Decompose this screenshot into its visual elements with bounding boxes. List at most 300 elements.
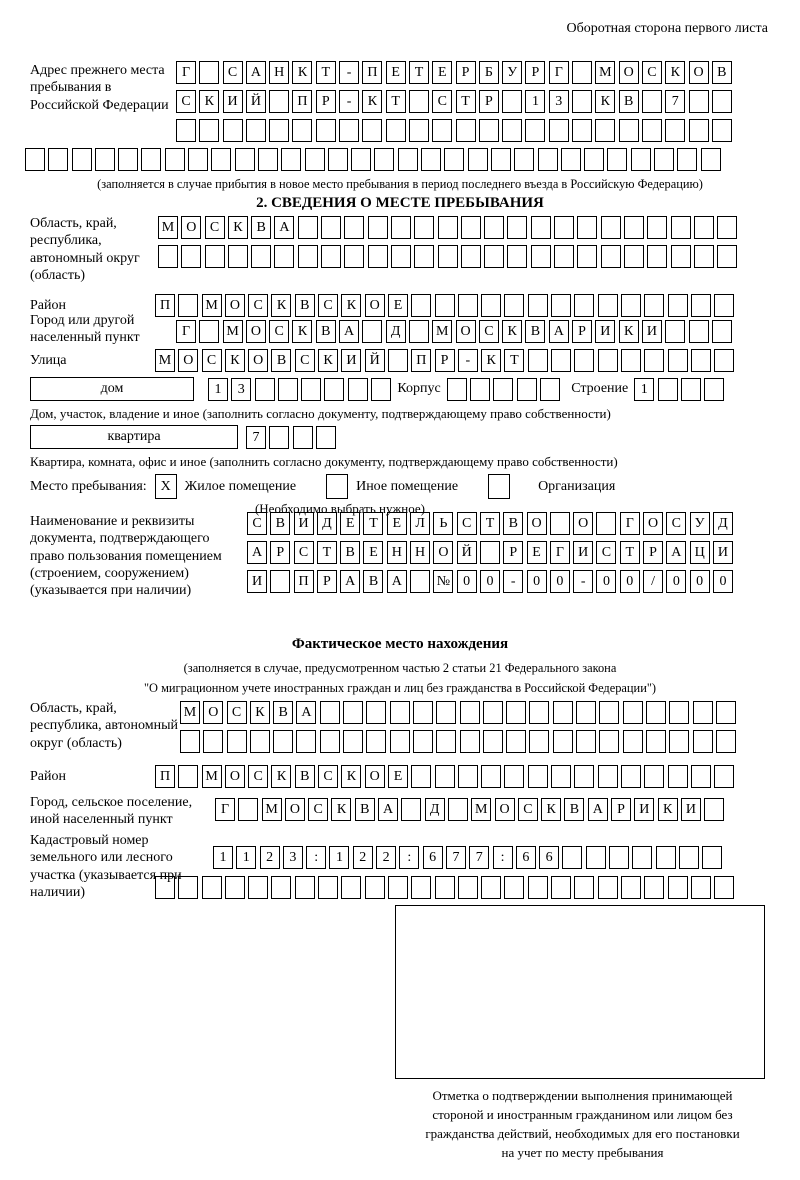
char-box[interactable]: [669, 730, 689, 753]
char-box[interactable]: [491, 148, 511, 171]
char-box[interactable]: И: [681, 798, 701, 821]
char-box[interactable]: [658, 378, 678, 401]
char-box[interactable]: [553, 701, 573, 724]
char-box[interactable]: [365, 876, 385, 899]
char-box[interactable]: [621, 349, 641, 372]
char-box[interactable]: [609, 846, 629, 869]
char-box[interactable]: [714, 349, 734, 372]
char-box[interactable]: Т: [620, 541, 640, 564]
char-box[interactable]: [235, 148, 255, 171]
char-box[interactable]: [480, 541, 500, 564]
char-box[interactable]: В: [340, 541, 360, 564]
char-box[interactable]: 0: [620, 570, 640, 593]
char-box[interactable]: Р: [435, 349, 455, 372]
char-box[interactable]: 6: [539, 846, 559, 869]
char-box[interactable]: [318, 876, 338, 899]
char-box[interactable]: [642, 90, 662, 113]
char-box[interactable]: [551, 349, 571, 372]
char-box[interactable]: [411, 294, 431, 317]
char-box[interactable]: К: [225, 349, 245, 372]
char-box[interactable]: Р: [270, 541, 290, 564]
dom-field-label-box[interactable]: дом: [30, 377, 194, 401]
char-box[interactable]: [386, 119, 406, 142]
char-box[interactable]: 1: [208, 378, 228, 401]
char-box[interactable]: [596, 512, 616, 535]
char-box[interactable]: -: [458, 349, 478, 372]
char-box[interactable]: [504, 876, 524, 899]
char-box[interactable]: К: [595, 90, 615, 113]
char-box[interactable]: [484, 216, 504, 239]
char-box[interactable]: [320, 730, 340, 753]
char-box[interactable]: [298, 245, 318, 268]
char-box[interactable]: С: [248, 294, 268, 317]
char-box[interactable]: К: [271, 294, 291, 317]
char-box[interactable]: [504, 765, 524, 788]
char-box[interactable]: О: [643, 512, 663, 535]
char-box[interactable]: [435, 294, 455, 317]
char-box[interactable]: Й: [246, 90, 266, 113]
char-box[interactable]: В: [295, 765, 315, 788]
char-box[interactable]: [414, 245, 434, 268]
char-box[interactable]: 6: [516, 846, 536, 869]
char-box[interactable]: К: [502, 320, 522, 343]
char-box[interactable]: У: [690, 512, 710, 535]
char-box[interactable]: Р: [316, 90, 336, 113]
char-box[interactable]: О: [365, 294, 385, 317]
char-box[interactable]: [483, 730, 503, 753]
char-box[interactable]: [572, 90, 592, 113]
char-box[interactable]: [344, 245, 364, 268]
char-box[interactable]: [529, 701, 549, 724]
char-box[interactable]: [668, 349, 688, 372]
char-box[interactable]: О: [203, 701, 223, 724]
char-box[interactable]: [178, 294, 198, 317]
char-box[interactable]: [665, 320, 685, 343]
char-box[interactable]: [281, 148, 301, 171]
char-box[interactable]: [621, 876, 641, 899]
char-box[interactable]: К: [341, 294, 361, 317]
char-box[interactable]: К: [271, 765, 291, 788]
char-box[interactable]: С: [318, 765, 338, 788]
char-box[interactable]: [321, 245, 341, 268]
char-box[interactable]: Т: [316, 61, 336, 84]
char-box[interactable]: [155, 876, 175, 899]
char-box[interactable]: С: [205, 216, 225, 239]
char-box[interactable]: [493, 378, 513, 401]
char-box[interactable]: 1: [634, 378, 654, 401]
char-box[interactable]: [540, 378, 560, 401]
char-box[interactable]: [506, 730, 526, 753]
char-box[interactable]: О: [527, 512, 547, 535]
char-box[interactable]: С: [457, 512, 477, 535]
char-box[interactable]: М: [471, 798, 491, 821]
char-box[interactable]: С: [269, 320, 289, 343]
char-box[interactable]: И: [595, 320, 615, 343]
char-box[interactable]: [714, 294, 734, 317]
char-box[interactable]: М: [180, 701, 200, 724]
char-box[interactable]: [517, 378, 537, 401]
char-box[interactable]: [458, 294, 478, 317]
char-box[interactable]: [586, 846, 606, 869]
char-box[interactable]: [251, 245, 271, 268]
char-box[interactable]: Р: [572, 320, 592, 343]
char-box[interactable]: [413, 730, 433, 753]
char-box[interactable]: [576, 730, 596, 753]
char-box[interactable]: [343, 701, 363, 724]
char-box[interactable]: К: [331, 798, 351, 821]
char-box[interactable]: П: [362, 61, 382, 84]
char-box[interactable]: С: [308, 798, 328, 821]
char-box[interactable]: И: [642, 320, 662, 343]
char-box[interactable]: К: [481, 349, 501, 372]
char-box[interactable]: [619, 119, 639, 142]
char-box[interactable]: Р: [643, 541, 663, 564]
char-box[interactable]: [366, 730, 386, 753]
char-box[interactable]: Б: [479, 61, 499, 84]
char-box[interactable]: 3: [549, 90, 569, 113]
char-box[interactable]: [414, 216, 434, 239]
char-box[interactable]: [391, 245, 411, 268]
char-box[interactable]: [141, 148, 161, 171]
char-box[interactable]: А: [296, 701, 316, 724]
char-box[interactable]: [483, 701, 503, 724]
char-box[interactable]: М: [155, 349, 175, 372]
char-box[interactable]: 2: [376, 846, 396, 869]
char-box[interactable]: [598, 294, 618, 317]
char-box[interactable]: Д: [317, 512, 337, 535]
char-box[interactable]: 2: [260, 846, 280, 869]
char-box[interactable]: [246, 119, 266, 142]
char-box[interactable]: [227, 730, 247, 753]
char-box[interactable]: [577, 245, 597, 268]
char-box[interactable]: Л: [410, 512, 430, 535]
char-box[interactable]: [584, 148, 604, 171]
char-box[interactable]: [324, 378, 344, 401]
char-box[interactable]: [481, 765, 501, 788]
char-box[interactable]: [717, 216, 737, 239]
char-box[interactable]: 0: [690, 570, 710, 593]
char-box[interactable]: [223, 119, 243, 142]
char-box[interactable]: П: [155, 765, 175, 788]
char-box[interactable]: В: [273, 701, 293, 724]
char-box[interactable]: [574, 349, 594, 372]
char-box[interactable]: В: [270, 512, 290, 535]
char-box[interactable]: 1: [329, 846, 349, 869]
char-box[interactable]: [531, 216, 551, 239]
char-box[interactable]: [598, 765, 618, 788]
char-box[interactable]: [647, 245, 667, 268]
char-box[interactable]: О: [433, 541, 453, 564]
char-box[interactable]: [506, 701, 526, 724]
char-box[interactable]: О: [246, 320, 266, 343]
char-box[interactable]: [458, 876, 478, 899]
char-box[interactable]: [665, 119, 685, 142]
char-box[interactable]: 0: [713, 570, 733, 593]
char-box[interactable]: Т: [480, 512, 500, 535]
char-box[interactable]: 1: [236, 846, 256, 869]
char-box[interactable]: [447, 378, 467, 401]
char-box[interactable]: [278, 378, 298, 401]
char-box[interactable]: [202, 876, 222, 899]
char-box[interactable]: [341, 876, 361, 899]
char-box[interactable]: М: [223, 320, 243, 343]
char-box[interactable]: [668, 294, 688, 317]
char-box[interactable]: [554, 216, 574, 239]
char-box[interactable]: У: [502, 61, 522, 84]
char-box[interactable]: Д: [713, 512, 733, 535]
char-box[interactable]: /: [643, 570, 663, 593]
char-box[interactable]: К: [228, 216, 248, 239]
char-box[interactable]: [438, 245, 458, 268]
char-box[interactable]: [316, 119, 336, 142]
char-box[interactable]: [689, 320, 709, 343]
char-box[interactable]: [390, 701, 410, 724]
char-box[interactable]: [531, 245, 551, 268]
char-box[interactable]: [679, 846, 699, 869]
char-box[interactable]: О: [619, 61, 639, 84]
char-box[interactable]: [712, 90, 732, 113]
char-box[interactable]: [647, 216, 667, 239]
char-box[interactable]: В: [525, 320, 545, 343]
char-box[interactable]: [671, 216, 691, 239]
char-box[interactable]: [391, 216, 411, 239]
char-box[interactable]: 0: [457, 570, 477, 593]
char-box[interactable]: 1: [525, 90, 545, 113]
char-box[interactable]: 3: [231, 378, 251, 401]
char-box[interactable]: -: [339, 90, 359, 113]
char-box[interactable]: С: [642, 61, 662, 84]
char-box[interactable]: [712, 119, 732, 142]
char-box[interactable]: Ц: [690, 541, 710, 564]
char-box[interactable]: [549, 119, 569, 142]
char-box[interactable]: [413, 701, 433, 724]
char-box[interactable]: [644, 349, 664, 372]
char-box[interactable]: Е: [363, 541, 383, 564]
char-box[interactable]: [199, 61, 219, 84]
char-box[interactable]: [409, 320, 429, 343]
char-box[interactable]: [456, 119, 476, 142]
char-box[interactable]: С: [227, 701, 247, 724]
char-box[interactable]: [702, 846, 722, 869]
char-box[interactable]: [598, 349, 618, 372]
char-box[interactable]: В: [619, 90, 639, 113]
char-box[interactable]: [694, 245, 714, 268]
char-box[interactable]: К: [619, 320, 639, 343]
char-box[interactable]: Ь: [433, 512, 453, 535]
char-box[interactable]: 7: [469, 846, 489, 869]
char-box[interactable]: И: [573, 541, 593, 564]
char-box[interactable]: А: [666, 541, 686, 564]
char-box[interactable]: Р: [525, 61, 545, 84]
char-box[interactable]: [250, 730, 270, 753]
char-box[interactable]: Д: [386, 320, 406, 343]
char-box[interactable]: К: [665, 61, 685, 84]
char-box[interactable]: [421, 148, 441, 171]
char-box[interactable]: Н: [410, 541, 430, 564]
char-box[interactable]: [460, 701, 480, 724]
organization-checkbox[interactable]: [488, 474, 510, 499]
char-box[interactable]: Е: [386, 61, 406, 84]
char-box[interactable]: В: [251, 216, 271, 239]
char-box[interactable]: [211, 148, 231, 171]
char-box[interactable]: [269, 119, 289, 142]
char-box[interactable]: [704, 798, 724, 821]
char-box[interactable]: [205, 245, 225, 268]
char-box[interactable]: [681, 378, 701, 401]
char-box[interactable]: Г: [620, 512, 640, 535]
char-box[interactable]: [599, 730, 619, 753]
char-box[interactable]: [178, 765, 198, 788]
confirmation-stamp-box[interactable]: [395, 905, 765, 1079]
char-box[interactable]: [321, 216, 341, 239]
char-box[interactable]: 7: [665, 90, 685, 113]
char-box[interactable]: [595, 119, 615, 142]
char-box[interactable]: [712, 320, 732, 343]
char-box[interactable]: К: [318, 349, 338, 372]
char-box[interactable]: [305, 148, 325, 171]
char-box[interactable]: Е: [340, 512, 360, 535]
char-box[interactable]: [296, 730, 316, 753]
char-box[interactable]: А: [387, 570, 407, 593]
char-box[interactable]: К: [199, 90, 219, 113]
char-box[interactable]: [691, 876, 711, 899]
char-box[interactable]: -: [573, 570, 593, 593]
char-box[interactable]: [410, 570, 430, 593]
char-box[interactable]: Г: [549, 61, 569, 84]
char-box[interactable]: В: [712, 61, 732, 84]
char-box[interactable]: [390, 730, 410, 753]
char-box[interactable]: [388, 876, 408, 899]
char-box[interactable]: [199, 119, 219, 142]
char-box[interactable]: [704, 378, 724, 401]
char-box[interactable]: [448, 798, 468, 821]
char-box[interactable]: В: [271, 349, 291, 372]
char-box[interactable]: [371, 378, 391, 401]
char-box[interactable]: В: [503, 512, 523, 535]
char-box[interactable]: [438, 216, 458, 239]
char-box[interactable]: [374, 148, 394, 171]
char-box[interactable]: А: [339, 320, 359, 343]
char-box[interactable]: О: [225, 765, 245, 788]
char-box[interactable]: [25, 148, 45, 171]
char-box[interactable]: [258, 148, 278, 171]
char-box[interactable]: [689, 119, 709, 142]
char-box[interactable]: А: [588, 798, 608, 821]
char-box[interactable]: [551, 765, 571, 788]
char-box[interactable]: И: [634, 798, 654, 821]
char-box[interactable]: [656, 846, 676, 869]
char-box[interactable]: [551, 294, 571, 317]
char-box[interactable]: [574, 876, 594, 899]
char-box[interactable]: А: [340, 570, 360, 593]
char-box[interactable]: [714, 765, 734, 788]
char-box[interactable]: [368, 245, 388, 268]
char-box[interactable]: [691, 294, 711, 317]
char-box[interactable]: [270, 570, 290, 593]
char-box[interactable]: П: [155, 294, 175, 317]
char-box[interactable]: О: [178, 349, 198, 372]
residential-checkbox[interactable]: X: [155, 474, 177, 499]
char-box[interactable]: [646, 701, 666, 724]
char-box[interactable]: [671, 245, 691, 268]
char-box[interactable]: [95, 148, 115, 171]
char-box[interactable]: С: [223, 61, 243, 84]
char-box[interactable]: [502, 90, 522, 113]
char-box[interactable]: [484, 245, 504, 268]
char-box[interactable]: В: [564, 798, 584, 821]
char-box[interactable]: [118, 148, 138, 171]
char-box[interactable]: И: [223, 90, 243, 113]
char-box[interactable]: [344, 216, 364, 239]
char-box[interactable]: [48, 148, 68, 171]
char-box[interactable]: Н: [269, 61, 289, 84]
char-box[interactable]: [343, 730, 363, 753]
char-box[interactable]: Т: [409, 61, 429, 84]
char-box[interactable]: [181, 245, 201, 268]
char-box[interactable]: [601, 216, 621, 239]
char-box[interactable]: О: [248, 349, 268, 372]
char-box[interactable]: П: [411, 349, 431, 372]
char-box[interactable]: [529, 730, 549, 753]
char-box[interactable]: [470, 378, 490, 401]
char-box[interactable]: [623, 730, 643, 753]
char-box[interactable]: О: [365, 765, 385, 788]
char-box[interactable]: [339, 119, 359, 142]
char-box[interactable]: 0: [666, 570, 686, 593]
char-box[interactable]: [528, 876, 548, 899]
char-box[interactable]: Й: [457, 541, 477, 564]
char-box[interactable]: [644, 876, 664, 899]
char-box[interactable]: [460, 730, 480, 753]
char-box[interactable]: 7: [446, 846, 466, 869]
char-box[interactable]: [295, 876, 315, 899]
char-box[interactable]: [572, 61, 592, 84]
char-box[interactable]: [561, 148, 581, 171]
char-box[interactable]: Е: [387, 512, 407, 535]
char-box[interactable]: [598, 876, 618, 899]
char-box[interactable]: Р: [317, 570, 337, 593]
char-box[interactable]: [621, 765, 641, 788]
char-box[interactable]: [632, 846, 652, 869]
char-box[interactable]: [693, 730, 713, 753]
char-box[interactable]: С: [247, 512, 267, 535]
char-box[interactable]: [368, 216, 388, 239]
char-box[interactable]: [717, 245, 737, 268]
char-box[interactable]: [553, 730, 573, 753]
char-box[interactable]: [401, 798, 421, 821]
char-box[interactable]: [507, 245, 527, 268]
char-box[interactable]: [644, 294, 664, 317]
char-box[interactable]: 3: [283, 846, 303, 869]
char-box[interactable]: А: [549, 320, 569, 343]
char-box[interactable]: [274, 245, 294, 268]
char-box[interactable]: Н: [387, 541, 407, 564]
char-box[interactable]: В: [355, 798, 375, 821]
char-box[interactable]: [320, 701, 340, 724]
char-box[interactable]: [631, 148, 651, 171]
char-box[interactable]: 7: [246, 426, 266, 449]
char-box[interactable]: С: [479, 320, 499, 343]
char-box[interactable]: [188, 148, 208, 171]
char-box[interactable]: [550, 512, 570, 535]
char-box[interactable]: [409, 119, 429, 142]
char-box[interactable]: [203, 730, 223, 753]
char-box[interactable]: О: [285, 798, 305, 821]
char-box[interactable]: И: [341, 349, 361, 372]
char-box[interactable]: А: [247, 541, 267, 564]
char-box[interactable]: [562, 846, 582, 869]
char-box[interactable]: [225, 876, 245, 899]
